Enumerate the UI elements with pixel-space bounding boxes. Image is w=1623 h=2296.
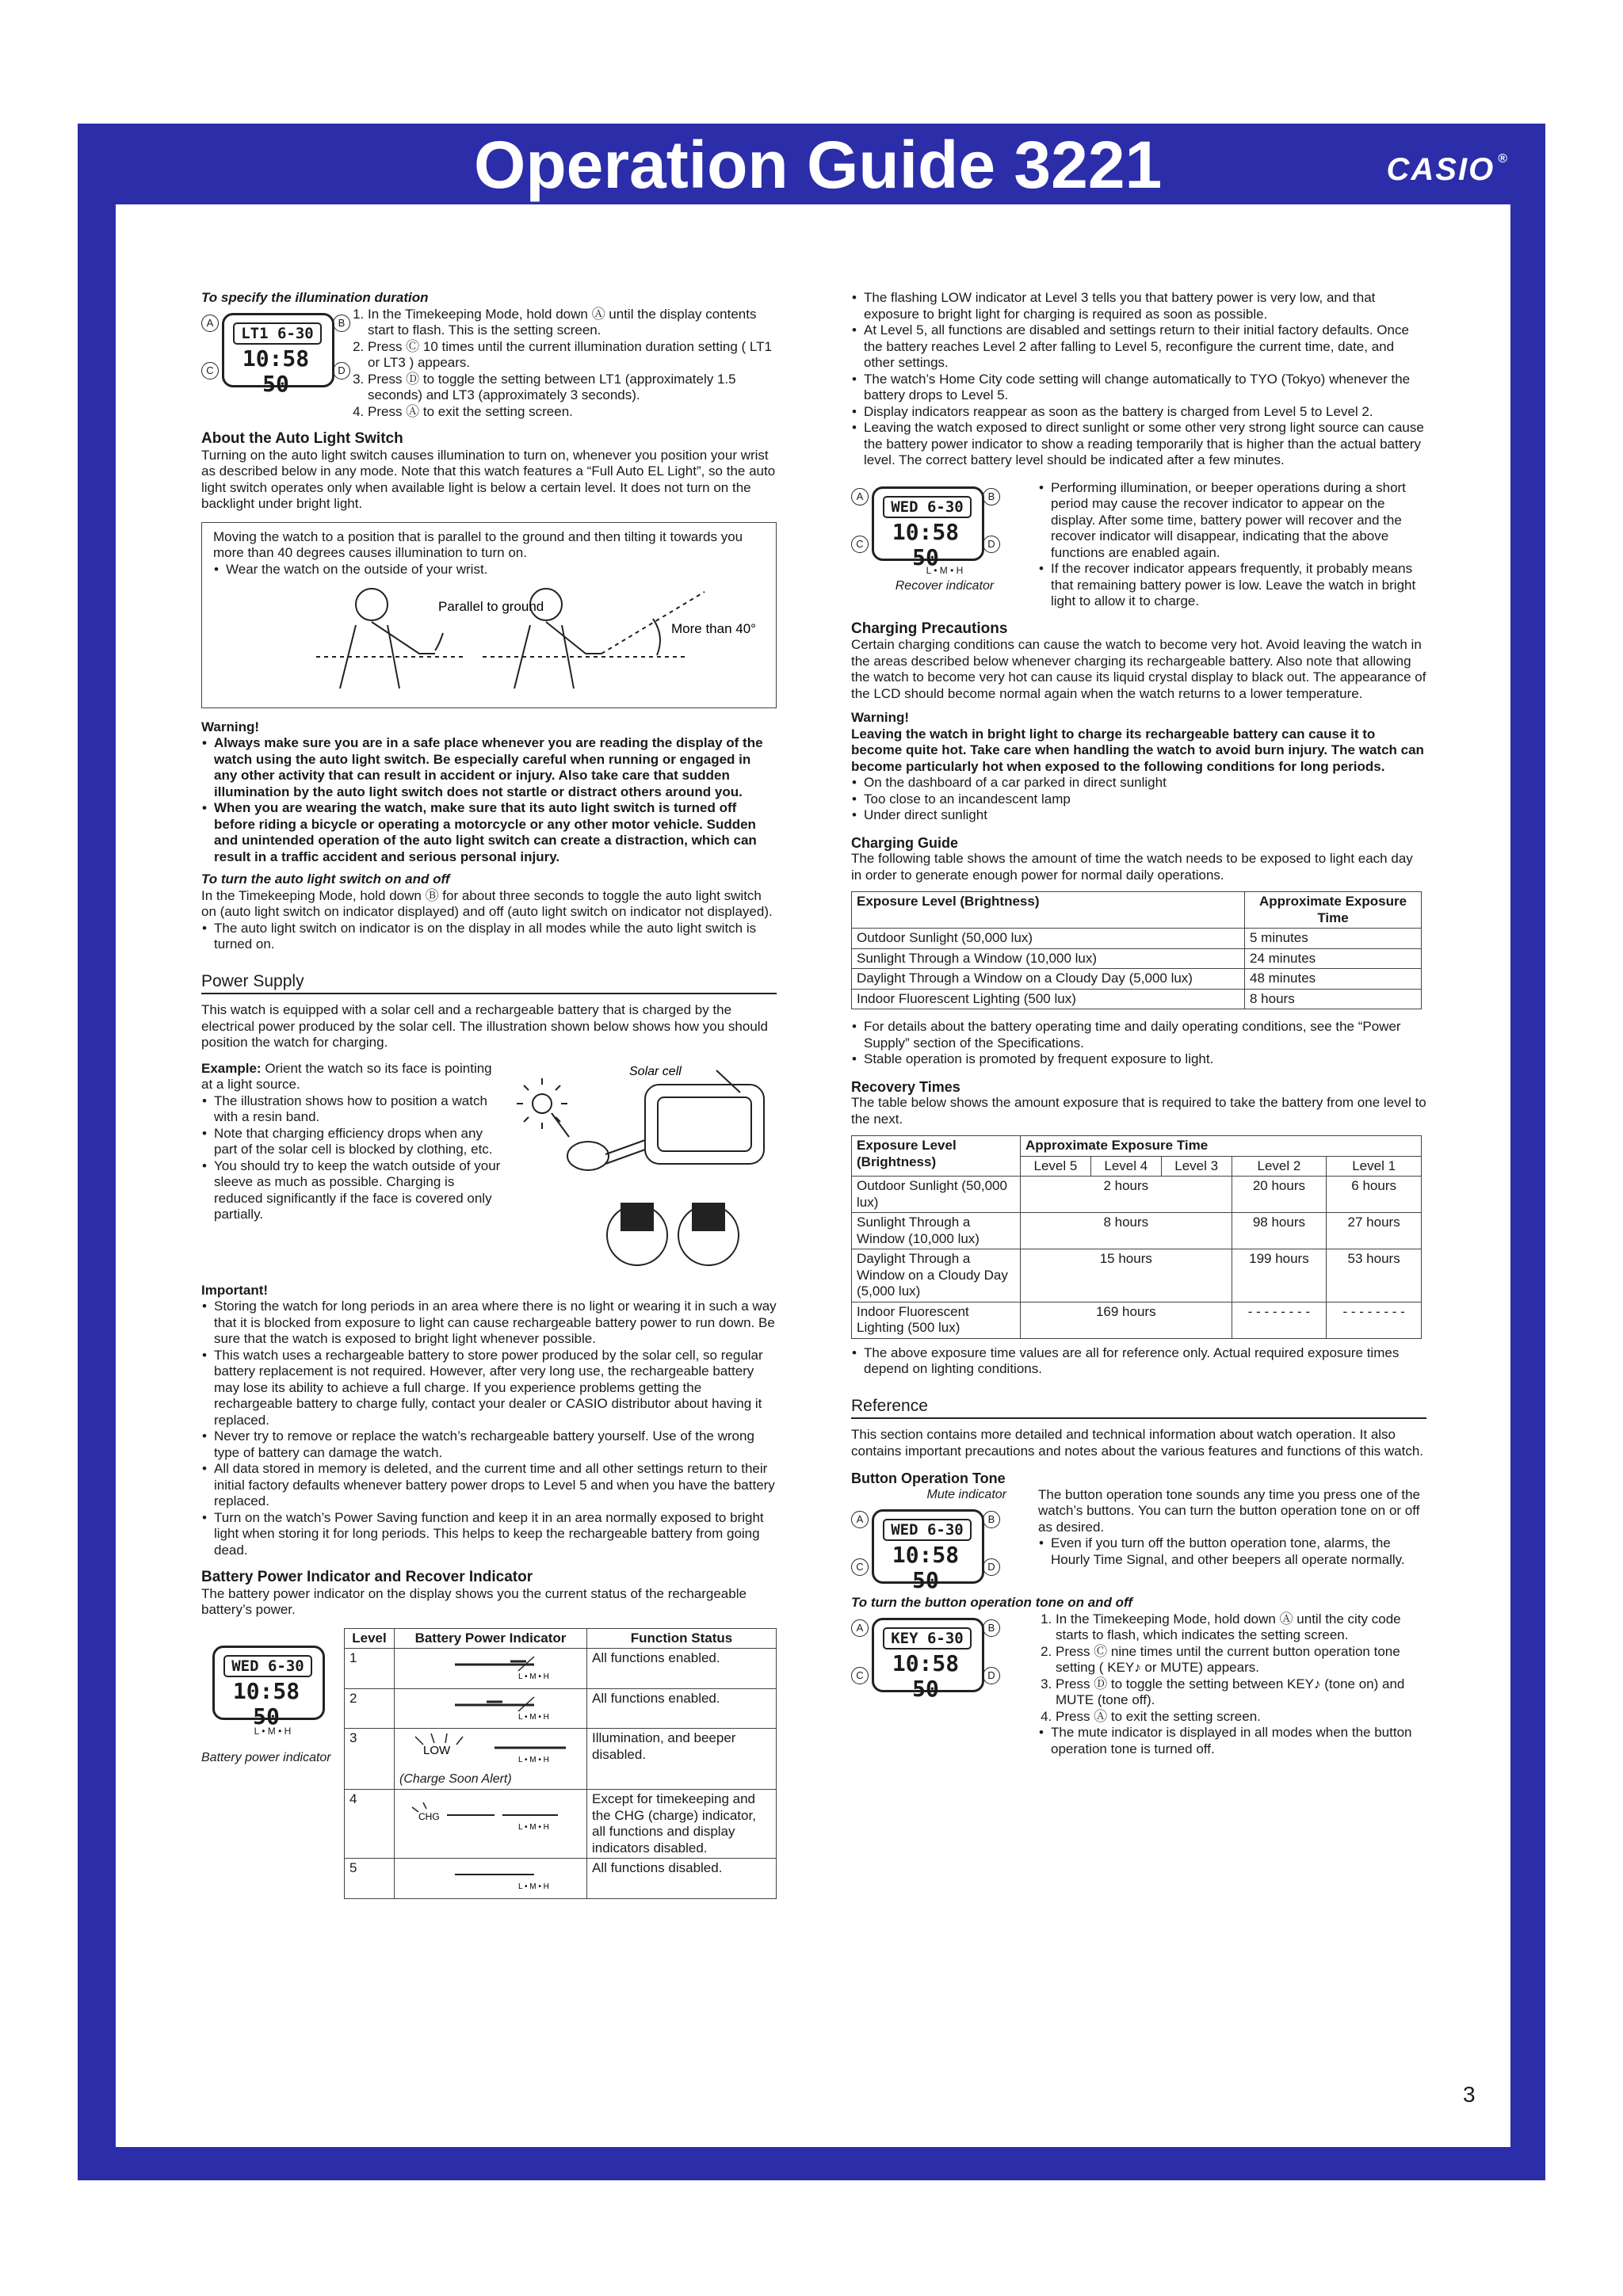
- solar-cell-illustration: [502, 1061, 772, 1275]
- recover-caption: Recover indicator: [895, 579, 995, 593]
- header-bar: [78, 124, 1545, 204]
- auto-light-box: Moving the watch to a position that is parallel to the ground and then tilting it towards you more than 40 degrees causes illumination to turn on. • Wear the watch on the outside of your wrist. Parallel to ground More than 40°: [201, 522, 777, 708]
- angle-label: More than 40°: [671, 621, 756, 636]
- battery-level-table: Level Battery Power Indicator Function Status 1 L • M • H All functions enabled. 2 L • M • H All functions enabled. 3 LOW L • M • H (Charge Soon Alert) Illumination, and beeper disabled. 4 CHG L • M • H Except for timekeeping and the CHG (charge) indicator, all functions and display indicators disabled. 5 L • M • H All functions disabled.: [344, 1628, 777, 1899]
- recover-watch-illustration: WED 6-30 10:58 50 A B C D: [851, 480, 1000, 563]
- solar-cell-label: Solar cell: [629, 1064, 682, 1078]
- wrist-illustration: [213, 578, 763, 696]
- left-column: To specify the illumination duration LT1 6-30 10:58 50 A B C D 1. In the Timekeeping Mode, hold down Ⓐ until the display contents start to flash. This is the setting screen. 2. Press Ⓒ 10 times until the current illumination duration setting ( LT1 or LT3 ) appears. 3. Press Ⓓ to toggle the setting between LT1 (approximately 1.5 seconds) and LT3 (approximately 3 seconds). 4. Press Ⓐ to exit the setting screen. About the Auto Light Switch Turning on the auto light switch causes illumination to turn on, whenever you position your wrist as described below in any mode. Note that this watch features a “Full Auto EL Light”, so the auto light switch operates only when available light is below a certain level. It does not turn on the backlight under bright light. Moving the watch to a position that is parallel to the ground and then tilting it towards you more than 40 degrees causes illumination to turn on. • Wear the watch on the outside of your wrist. Parallel to ground More than 40° Warning! • Always make sure you are in a safe place whenever you are reading the display of the watch using the auto light switch. Be especially careful when running or engaged in any other activity that can result in accident or injury. Also take care that sudden illumination by the auto light switch does not startle or distract others around you. • When you are wearing the watch, make sure that its auto light switch is turned off before riding a bicycle or operating a motorcycle or any other motor vehicle. Sudden and unintended operation of the auto light switch can create a distraction, which can result in a traffic accident and serious personal injury. To turn the auto light switch on and off In the Timekeeping Mode, hold down Ⓑ for about three seconds to toggle the auto light switch on (auto light switch on indicator displayed) and off (auto light switch on indicator not displayed). • The auto light switch on indicator is on the display in all modes while the auto light switch is turned on. Power Supply This watch is equipped with a solar cell and a rechargeable battery that is charged by the electrical power produced by the solar cell. The illustration shown below shows how you should position the watch for charging. Example: Orient the watch so its face is pointing at a light source. • The illustration shows how to position a watch with a resin band. • Note that charging efficiency drops when any part of the solar cell is blocked by clothing, etc. • You should try to keep the watch outside of your sleeve as much as possible. Charging is reduced significantly if the face is covered only partially. Solar cell Important! • Storing the watch for long periods in an area where there is no light or wearing it in such a way that it is blocked from exposure to light can cause rechargeable battery power to run down. Be sure that the watch is exposed to bright light whenever possible. • This watch uses a rechargeable battery to store power produced by the solar cell, so regular battery replacement is not required. However, after very long use, the rechargeable battery may lose its ability to achieve a full charge. If you experience problems getting the rechargeable battery to charge fully, contact your dealer or CASIO distributor about having it replaced. • Never try to remove or replace the watch’s rechargeable battery yourself. Use of the wrong type of battery can damage the watch. • All data stored in memory is deleted, and the current time and all other settings return to their initial factory defaults whenever battery power drops to Level 5 and when you have the battery replaced. • Turn on the watch’s Power Saving function and keep it in an area normally exposed to bright light when storing it for long periods. This helps to keep the rechargeable battery from going dead. Battery Power Indicator and Recover Indicator The battery power indicator on the display shows you the current status of the rechargeable battery’s power. WED 6-30 10:58 50 L • M • H Battery power indicator Level Battery Power Indicator Function Status 1 L • M • H All functions enabled. 2 L • M • H All functions enabled. 3 LOW L • M • H (Charge Soon Alert) Illumination, and beeper disabled. 4 CHG L • M • H Except for timekeeping and the CHG (charge) indicator, all functions and display indicators disabled. 5 L • M • H All functions disabled.: [201, 290, 777, 1899]
- important-title: Important!: [201, 1282, 269, 1298]
- bpi-section: WED 6-30 10:58 50 L • M • H Battery power indicator Level Battery Power Indicator Function Status 1 L • M • H All functions enabled. 2 L • M • H All functions enabled. 3 LOW L • M • H (Charge Soon Alert) Illumination, and beeper disabled. 4 CHG L • M • H Except for timekeeping and the CHG (charge) indicator, all functions and display indicators disabled. 5 L • M • H All functions disabled.: [201, 1628, 777, 1899]
- svg-text:L • M • H: L • M • H: [518, 1823, 549, 1832]
- mute-caption: Mute indicator: [926, 1487, 1006, 1501]
- warning-title: Warning!: [201, 719, 260, 734]
- illum-section: [201, 307, 777, 421]
- tone-toggle-title: To turn the button operation tone on and off: [851, 1595, 1133, 1610]
- page-title: Operation Guide 3221: [474, 128, 1163, 202]
- mute-watch-illustration: WED 6-30 10:58 50 A B C D: [851, 1503, 1000, 1585]
- svg-text:L • M • H: L • M • H: [518, 1756, 549, 1764]
- charging-guide-title: Charging Guide: [851, 834, 958, 851]
- charging-precautions-title: Charging Precautions: [851, 620, 1008, 637]
- power-supply-heading: Power Supply: [201, 974, 777, 995]
- recovery-times-table: Exposure Level (Brightness) Approximate Exposure Time Level 5 Level 4 Level 3 Level 2 Level 1 Outdoor Sunlight (50,000 lux) 2 hours 20 hours 6 hours Sunlight Through a Window (10,000 lux) 8 hours 98 hours 27 hours Daylight Through a Window on a Cloudy Day (5,000 lux) 15 hours 199 hours 53 hours Indoor Fluorescent Lighting (500 lux) 169 hours - - - - - - - - - - - - - - - -: [851, 1135, 1422, 1339]
- auto-title: About the Auto Light Switch: [201, 430, 403, 447]
- battery-indicator-caption: Battery power indicator: [201, 1751, 331, 1764]
- casio-logo: CASIO ®: [1386, 152, 1509, 187]
- bpi-title: Battery Power Indicator and Recover Indicator: [201, 1569, 533, 1585]
- illum-steps: 1. In the Timekeeping Mode, hold down Ⓐ until the display contents start to flash. This is the setting screen. 2. Press Ⓒ 10 times until the current illumination duration setting ( LT1 or LT3 ) appears. 3. Press Ⓓ to toggle the setting between LT1 (approximately 1.5 seconds) and LT3 (approximately 3 seconds). 4. Press Ⓐ to exit the setting screen.: [350, 307, 777, 421]
- right-column: • The flashing LOW indicator at Level 3 tells you that battery power is very low, and that exposure to bright light for charging is required as soon as possible. • At Level 5, all functions are disabled and settings return to their initial factory defaults. Once the battery reaches Level 2 after falling to Level 5, reconfigure the current time, date, and other settings. • The watch’s Home City code setting will change automatically to TYO (Tokyo) whenever the battery drops to Level 5. • Display indicators reappear as soon as the battery is charged from Level 5 to Level 2. • Leaving the watch exposed to direct sunlight or some other very strong light source can cause the battery power indicator to show a reading temporarily that is higher than the actual battery level. The correct battery level should be indicated after a few minutes. WED 6-30 10:58 50 A B C D L • M • H Recover indicator • Performing illumination, or beeper operations during a short period may cause the recover indicator to appear on the display. After some time, battery power will recover and the recover indicator will disappear, indicating that the above functions are enabled again. • If the recover indicator appears frequently, it probably means that remaining battery power is low. Leave the watch in bright light to allow it to charge. Charging Precautions Certain charging conditions can cause the watch to become very hot. Avoid leaving the watch in the areas described below whenever charging its rechargeable battery. Also note that allowing the watch to become very hot can cause its liquid crystal display to black out. The appearance of the LCD should become normal again when the watch returns to a lower temperature. Warning! Leaving the watch in bright light to charge its rechargeable battery can cause it to become quite hot. Take care when handling the watch to avoid burn injury. The watch can become particularly hot when exposed to the following conditions for long periods. • On the dashboard of a car parked in direct sunlight • Too close to an incandescent lamp • Under direct sunlight Charging Guide The following table shows the amount of time the watch needs to be exposed to light each day in order to generate enough power for normal daily operations. Exposure Level (Brightness) Approximate Exposure Time Outdoor Sunlight (50,000 lux) 5 minutes Sunlight Through a Window (10,000 lux) 24 minutes Daylight Through a Window on a Cloudy Day (5,000 lux) 48 minutes Indoor Fluorescent Lighting (500 lux) 8 hours • For details about the battery operating time and daily operating conditions, see the “Power Supply” section of the Specifications. • Stable operation is promoted by frequent exposure to light. Recovery Times The table below shows the amount exposure that is required to take the battery from one level to the next. Exposure Level (Brightness) Approximate Exposure Time Level 5 Level 4 Level 3 Level 2 Level 1 Outdoor Sunlight (50,000 lux) 2 hours 20 hours 6 hours Sunlight Through a Window (10,000 lux) 8 hours 98 hours 27 hours Daylight Through a Window on a Cloudy Day (5,000 lux) 15 hours 199 hours 53 hours Indoor Fluorescent Lighting (500 lux) 169 hours - - - - - - - - - - - - - - - - • The above exposure time values are all for reference only. Actual required exposure times depend on lighting conditions. Reference This section contains more detailed and technical information about watch operation. It also contains important precautions and notes about the various features and functions of this watch. Button Operation Tone Mute indicator WED 6-30 10:58 50 A B C D The button operation tone sounds any time you press one of the watch’s buttons. You can turn the button operation tone on or off as desired. • Even if you turn off the button operation tone, alarms, the Hourly Time Signal, and other beepers all operate normally. To turn the button operation tone on and off KEY 6-30 10:58 50 A B C D 1. In the Timekeeping Mode, hold down Ⓐ until the city code starts to flash, which indicates the setting screen. 2. Press Ⓒ nine times until the current button operation tone setting ( KEY♪ or MUTE) appears. 3. Press Ⓓ to toggle the setting between KEY♪ (tone on) and MUTE (tone off). 4. Press Ⓐ to exit the setting screen. • The mute indicator is displayed in all modes when the button operation tone is turned off.: [851, 290, 1426, 1757]
- important-list: • Storing the watch for long periods in an area where there is no light or wearing it in such a way that it is blocked from exposure to light can cause rechargeable battery power to run down. Be sure that the watch is exposed to bright light whenever possible. • This watch uses a rechargeable battery to store power produced by the solar cell, so regular battery replacement is not required. However, after very long use, the rechargeable battery may lose its ability to achieve a full charge. If you experience problems getting the rechargeable battery to charge fully, contact your dealer or CASIO distributor about having it replaced. • Never try to remove or replace the watch’s rechargeable battery yourself. Use of the wrong type of battery can damage the watch. • All data stored in memory is deleted, and the current time and all other settings return to their initial factory defaults whenever battery power drops to Level 5 and when you have the battery replaced. • Turn on the watch’s Power Saving function and keep it in an area normally exposed to bright light when storing it for long periods. This helps to keep the rechargeable battery from going dead.: [201, 1299, 777, 1558]
- svg-text:L • M • H: L • M • H: [518, 1672, 549, 1681]
- svg-text:L • M • H: L • M • H: [518, 1712, 549, 1722]
- battery-watch-illustration: WED 6-30 10:58 50: [201, 1639, 336, 1722]
- tone-toggle-section: KEY 6-30 10:58 50 A B C D 1. In the Timekeeping Mode, hold down Ⓐ until the city code starts to flash, which indicates the setting screen. 2. Press Ⓒ nine times until the current button operation tone setting ( KEY♪ or MUTE) appears. 3. Press Ⓓ to toggle the setting between KEY♪ (tone on) and MUTE (tone off). 4. Press Ⓐ to exit the setting screen. • The mute indicator is displayed in all modes when the button operation tone is turned off.: [851, 1611, 1426, 1758]
- recovery-times-title: Recovery Times: [851, 1078, 960, 1095]
- illum-title: To specify the illumination duration: [201, 290, 429, 305]
- warning-list: • Always make sure you are in a safe place whenever you are reading the display of the watch using the auto light switch. Be especially careful when running or engaged in any other activity that can result in accident or injury. Also take care that sudden illumination by the auto light switch does not startle or distract others around you. • When you are wearing the watch, make sure that its auto light switch is turned off before riding a bicycle or operating a motorcycle or any other motor vehicle. Sudden and unintended operation of the auto light switch can create a distraction, which can result in a traffic accident and serious personal injury.: [201, 735, 777, 865]
- battery-notes: • The flashing LOW indicator at Level 3 tells you that battery power is very low, and that exposure to bright light for charging is required as soon as possible. • At Level 5, all functions are disabled and settings return to their initial factory defaults. Once the battery reaches Level 2 after falling to Level 5, reconfigure the current time, date, and other settings. • The watch’s Home City code setting will change automatically to TYO (Tokyo) whenever the battery drops to Level 5. • Display indicators reappear as soon as the battery is charged from Level 5 to Level 2. • Leaving the watch exposed to direct sunlight or some other very strong light source can cause the battery power indicator to show a reading temporarily that is higher than the actual battery level. The correct battery level should be indicated after a few minutes.: [851, 290, 1426, 469]
- watch-illustration: LT1 6-30 10:58 50 A B C D: [201, 307, 350, 389]
- example-section: Example: Orient the watch so its face is pointing at a light source. • The illustration shows how to position a watch with a resin band. • Note that charging efficiency drops when any part of the solar cell is blocked by clothing, etc. • You should try to keep the watch outside of your sleeve as much as possible. Charging is reduced significantly if the face is covered only partially. Solar cell: [201, 1061, 777, 1275]
- svg-text:CHG: CHG: [418, 1811, 440, 1822]
- recover-section: WED 6-30 10:58 50 A B C D L • M • H Recover indicator • Performing illumination, or beeper operations during a short period may cause the recover indicator to appear on the display. After some time, battery power will recover and the recover indicator will disappear, indicating that the above functions are enabled again. • If the recover indicator appears frequently, it probably means that remaining battery power is low. Leave the watch in bright light to allow it to charge.: [851, 480, 1426, 610]
- reference-heading: Reference: [851, 1398, 1426, 1420]
- parallel-label: Parallel to ground: [438, 599, 544, 614]
- page-number: 3: [1463, 2082, 1476, 2107]
- button-tone-title: Button Operation Tone: [851, 1470, 1006, 1486]
- toggle-title: To turn the auto light switch on and off: [201, 871, 450, 887]
- svg-text:LOW: LOW: [423, 1744, 451, 1757]
- svg-text:L • M • H: L • M • H: [518, 1882, 549, 1891]
- key-watch-illustration: KEY 6-30 10:58 50 A B C D: [851, 1611, 1038, 1694]
- button-tone-section: Mute indicator WED 6-30 10:58 50 A B C D The button operation tone sounds any time you press one of the watch’s buttons. You can turn the button operation tone on or off as desired. • Even if you turn off the button operation tone, alarms, the Hourly Time Signal, and other beepers all operate normally.: [851, 1487, 1426, 1586]
- charging-guide-table: Exposure Level (Brightness) Approximate Exposure Time Outdoor Sunlight (50,000 lux) 5 minutes Sunlight Through a Window (10,000 lux) 24 minutes Daylight Through a Window on a Cloudy Day (5,000 lux) 48 minutes Indoor Fluorescent Lighting (500 lux) 8 hours: [851, 891, 1422, 1009]
